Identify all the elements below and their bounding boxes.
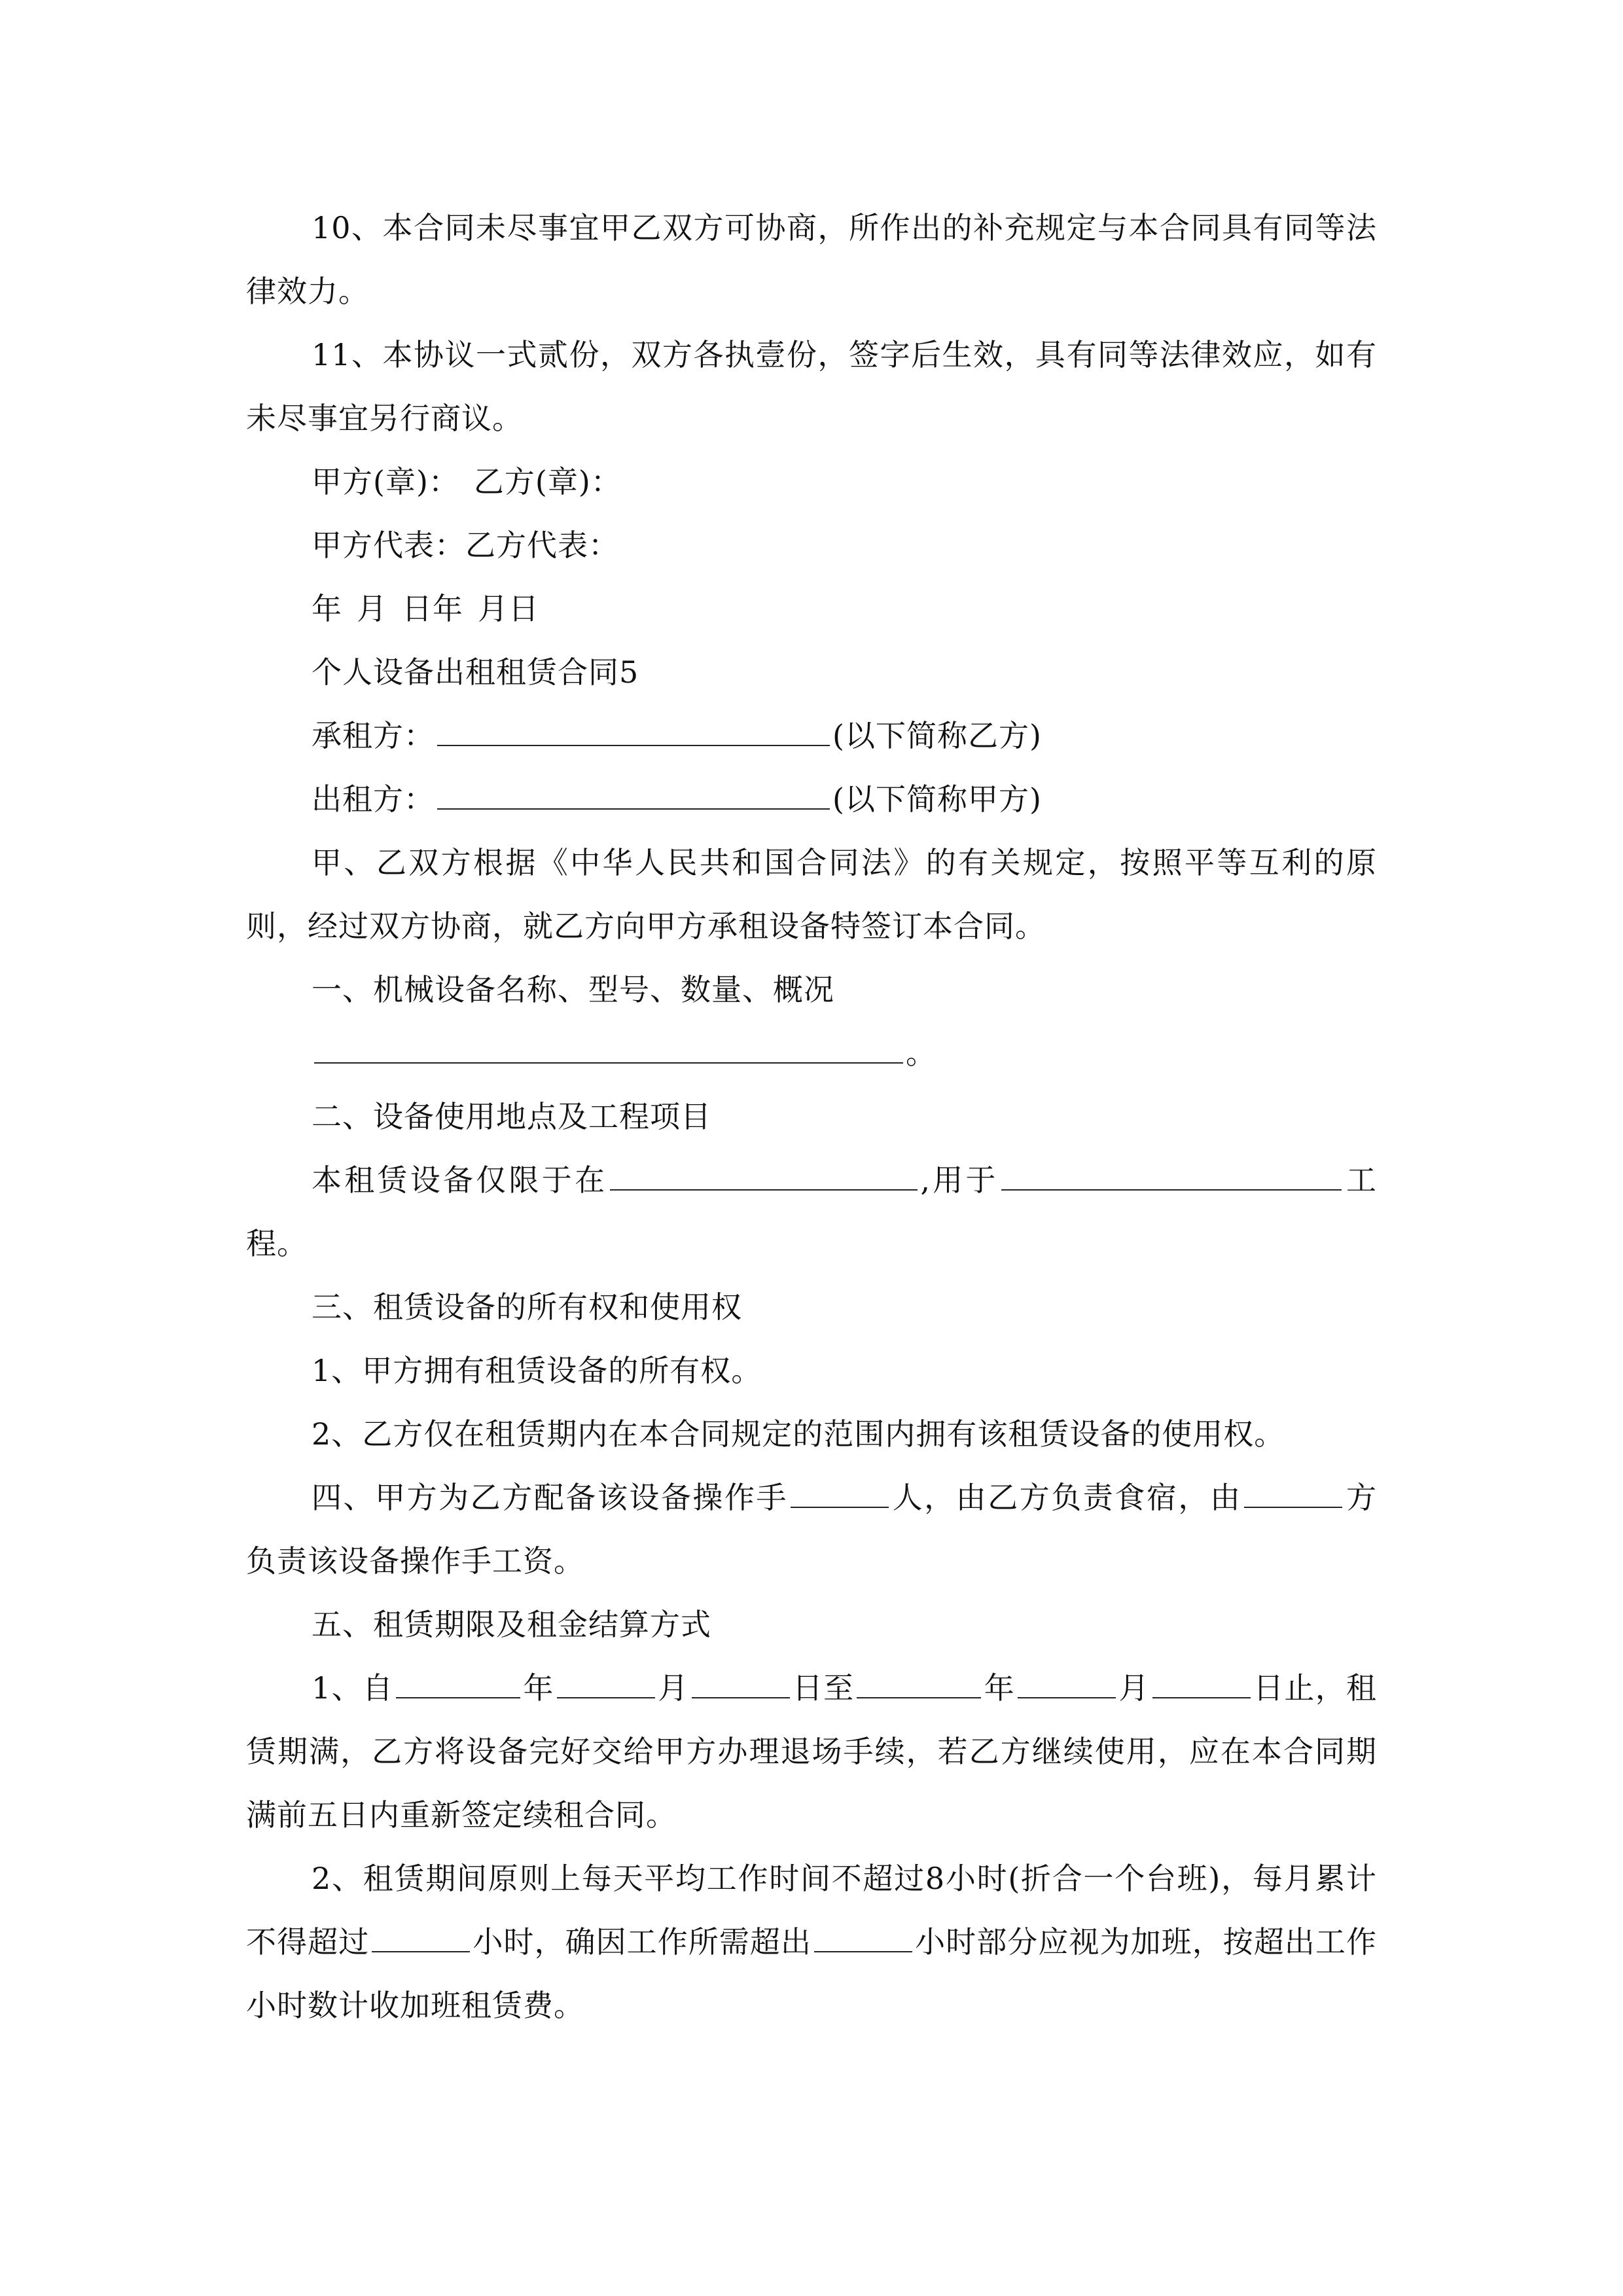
section-5-item-2 bbox=[246, 1847, 1377, 2037]
section-4-body bbox=[246, 1466, 1377, 1593]
lessor-label: 出租方： bbox=[312, 781, 435, 817]
s5i2-text-b: 小时，确因工作所需超出 bbox=[473, 1924, 812, 1960]
location-blank[interactable] bbox=[610, 1163, 918, 1191]
lessee-label: 承租方： bbox=[312, 718, 435, 753]
party-a-rep-label: 甲方代表： bbox=[312, 528, 465, 563]
document-body bbox=[246, 196, 1377, 2037]
section-2-text-c: 工程。 bbox=[246, 1162, 1378, 1261]
s5i1-end: 日止，租赁期满，乙方将设备完好交给甲方办理退场手续，若乙方继续使用，应在本合同期满前五日内重新签定续租合同。 bbox=[246, 1670, 1378, 1833]
lessee-blank[interactable] bbox=[437, 719, 830, 746]
end-month-blank[interactable] bbox=[1018, 1671, 1116, 1698]
date-line bbox=[246, 577, 1377, 641]
section-3-item-2: 2、乙方仅在租赁期内在本合同规定的范围内拥有该租赁设备的使用权。 bbox=[312, 1416, 1285, 1452]
section-4-text-b: 人，由乙方负责食宿，由 bbox=[891, 1480, 1242, 1515]
section-3-item-1: 1、甲方拥有租赁设备的所有权。 bbox=[312, 1353, 762, 1388]
wage-party-blank[interactable] bbox=[1244, 1480, 1342, 1508]
lessor-suffix: (以下简称甲方) bbox=[832, 781, 1042, 817]
lessee-suffix: (以下简称乙方) bbox=[832, 718, 1042, 753]
section-3-heading: 三、租赁设备的所有权和使用权 bbox=[312, 1289, 742, 1325]
end-day-blank[interactable] bbox=[1152, 1671, 1251, 1698]
s5i2-text-a: 2、租赁期间原则上每天平均工作时间不超过8小时(折合一个台班)，每月累计不得超过 bbox=[246, 1861, 1377, 1960]
section-2-heading: 二、设备使用地点及工程项目 bbox=[312, 1099, 711, 1134]
s5i1-day-to: 日至 bbox=[792, 1670, 855, 1706]
s5i2-text-c: 小时部分应视为加班，按超出工作小时数计收加班租赁费。 bbox=[246, 1924, 1378, 2023]
s5i1-text-a: 1、自 bbox=[312, 1670, 394, 1706]
lessor-blank[interactable] bbox=[437, 782, 830, 810]
preamble: 甲、乙双方根据《中华人民共和国合同法》的有关规定，按照平等互利的原则，经过双方协商，就乙方向甲方承租设备特签订本合同。 bbox=[246, 845, 1377, 944]
clause-11: 11、本协议一式贰份，双方各执壹份，签字后生效，具有同等法律效应，如有未尽事宜另行商议。 bbox=[246, 337, 1377, 436]
project-blank[interactable] bbox=[1001, 1163, 1342, 1191]
date-month-1: 月 bbox=[357, 591, 387, 626]
section-1-end: 。 bbox=[906, 1035, 936, 1071]
lessor-line bbox=[246, 768, 1377, 831]
equipment-blank[interactable] bbox=[314, 1036, 903, 1064]
section-4-text-a: 四、甲方为乙方配备该设备操作手 bbox=[312, 1480, 789, 1515]
section-2-text-a: 本租赁设备仅限于在 bbox=[312, 1162, 608, 1198]
section-5-item-1 bbox=[246, 1657, 1377, 1847]
s5i1-month-1: 月 bbox=[657, 1670, 689, 1706]
date-year-1: 年 bbox=[312, 591, 342, 626]
date-day-year-2: 日年 bbox=[402, 591, 463, 626]
start-year-blank[interactable] bbox=[396, 1671, 520, 1698]
monthly-hours-blank[interactable] bbox=[372, 1925, 470, 1952]
section-2-text-b: ,用于 bbox=[920, 1162, 999, 1198]
section-1-heading: 一、机械设备名称、型号、数量、概况 bbox=[312, 972, 834, 1007]
start-day-blank[interactable] bbox=[692, 1671, 790, 1698]
s5i1-month-2: 月 bbox=[1118, 1670, 1150, 1706]
section-1-blank-line bbox=[246, 1022, 1377, 1085]
start-month-blank[interactable] bbox=[557, 1671, 655, 1698]
party-b-rep-label: 乙方代表： bbox=[465, 528, 619, 563]
section-2-body bbox=[246, 1149, 1377, 1276]
lessee-line bbox=[246, 704, 1377, 768]
date-month-day-2: 月日 bbox=[478, 591, 539, 626]
operator-count-blank[interactable] bbox=[791, 1480, 889, 1508]
overtime-hours-blank[interactable] bbox=[814, 1925, 912, 1952]
section-5-heading: 五、租赁期限及租金结算方式 bbox=[312, 1607, 711, 1642]
signature-rep-line bbox=[246, 514, 1377, 577]
contract-title: 个人设备出租租赁合同5 bbox=[312, 655, 639, 690]
s5i1-year-2: 年 bbox=[984, 1670, 1016, 1706]
signature-seal-line bbox=[246, 450, 1377, 514]
end-year-blank[interactable] bbox=[857, 1671, 981, 1698]
s5i1-year-1: 年 bbox=[523, 1670, 554, 1706]
party-a-seal-label: 甲方(章)： bbox=[312, 464, 459, 499]
party-b-seal-label: 乙方(章)： bbox=[473, 464, 622, 499]
clause-10: 10、本合同未尽事宜甲乙双方可协商，所作出的补充规定与本合同具有同等法律效力。 bbox=[246, 210, 1377, 309]
section-4-text-c: 方负责该设备操作手工资。 bbox=[246, 1480, 1378, 1579]
